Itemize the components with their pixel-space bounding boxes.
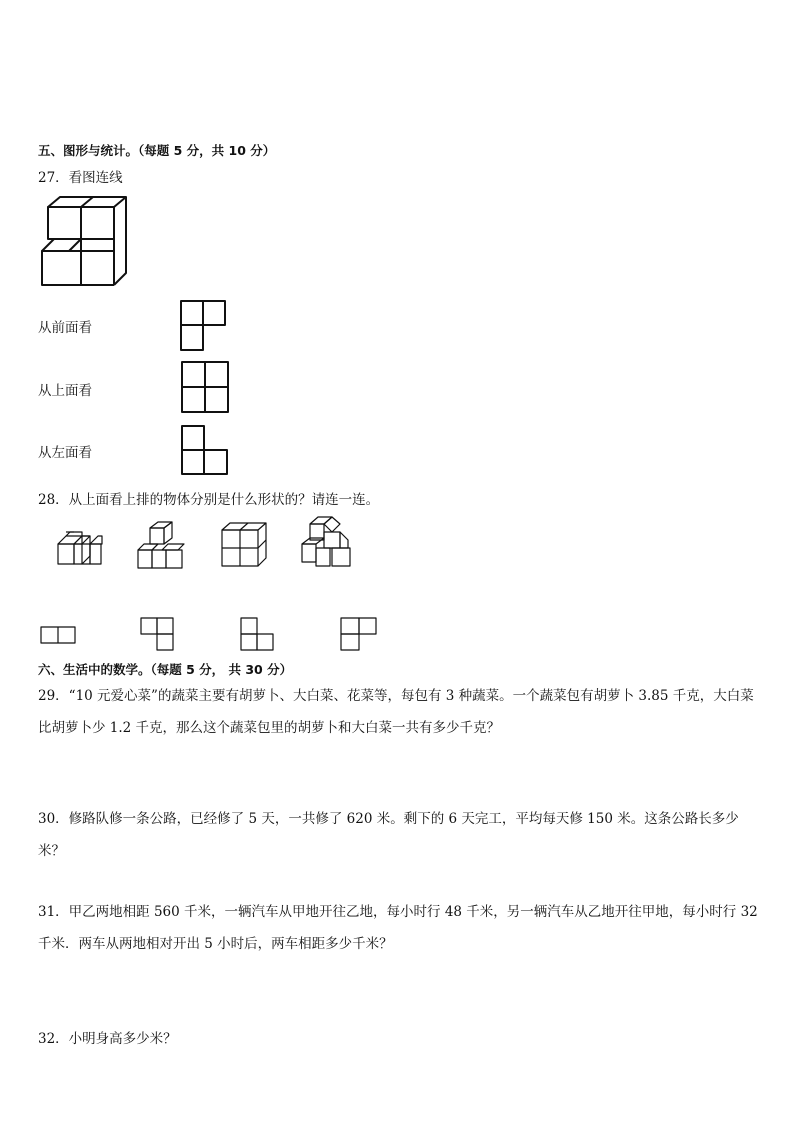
section-6-heading: 六、生活中的数学。（每题 5 分， 共 30 分） — [38, 662, 293, 677]
q28-title: 28．从上面看上排的物体分别是什么形状的？请连一连。 — [38, 492, 380, 508]
q28-object-4 — [300, 514, 356, 570]
q32-text: 32．小明身高多少米？ — [38, 1031, 177, 1047]
q31-text: 31．甲乙两地相距 560 千米，一辆汽车从甲地开往乙地，每小时行 48 千米，另一辆汽车从乙地开往甲地，每小时行 32 千米．两车从两地相对开出 5 小时后，两车相距多少千米？ — [38, 904, 758, 952]
section-5-heading: 五、图形与统计。（每题 5 分，共 10 分） — [38, 143, 276, 158]
view-label-left: 从左面看 — [38, 445, 92, 461]
q28-top-view-3 — [240, 617, 278, 653]
q28-object-1 — [56, 530, 104, 568]
view-shape-left — [180, 424, 232, 478]
view-label-top: 从上面看 — [38, 383, 92, 399]
q28-object-2 — [136, 520, 188, 572]
q28-top-view-4 — [340, 617, 380, 653]
q28-top-view-2 — [140, 617, 178, 653]
q29-text: 29．“10 元爱心菜”的蔬菜主要有胡萝卜、大白菜、花菜等，每包有 3 种蔬菜。一个蔬菜包有胡萝卜 3.85 千克，大白菜比胡萝卜少 1.2 千克，那么这个蔬菜包里的胡萝卜和大白菜一共有多少千克？ — [38, 688, 754, 736]
q28-top-view-1 — [40, 626, 78, 646]
q27-cube-figure — [38, 193, 130, 291]
view-shape-top — [180, 360, 232, 416]
view-label-front: 从前面看 — [38, 320, 92, 336]
q27-title: 27．看图连线 — [38, 170, 123, 186]
q28-object-3 — [220, 520, 270, 570]
q30-text: 30．修路队修一条公路，已经修了 5 天，一共修了 620 米。剩下的 6 天完工，平均每天修 150 米。这条公路长多少米？ — [38, 811, 739, 859]
view-shape-front — [179, 299, 229, 353]
